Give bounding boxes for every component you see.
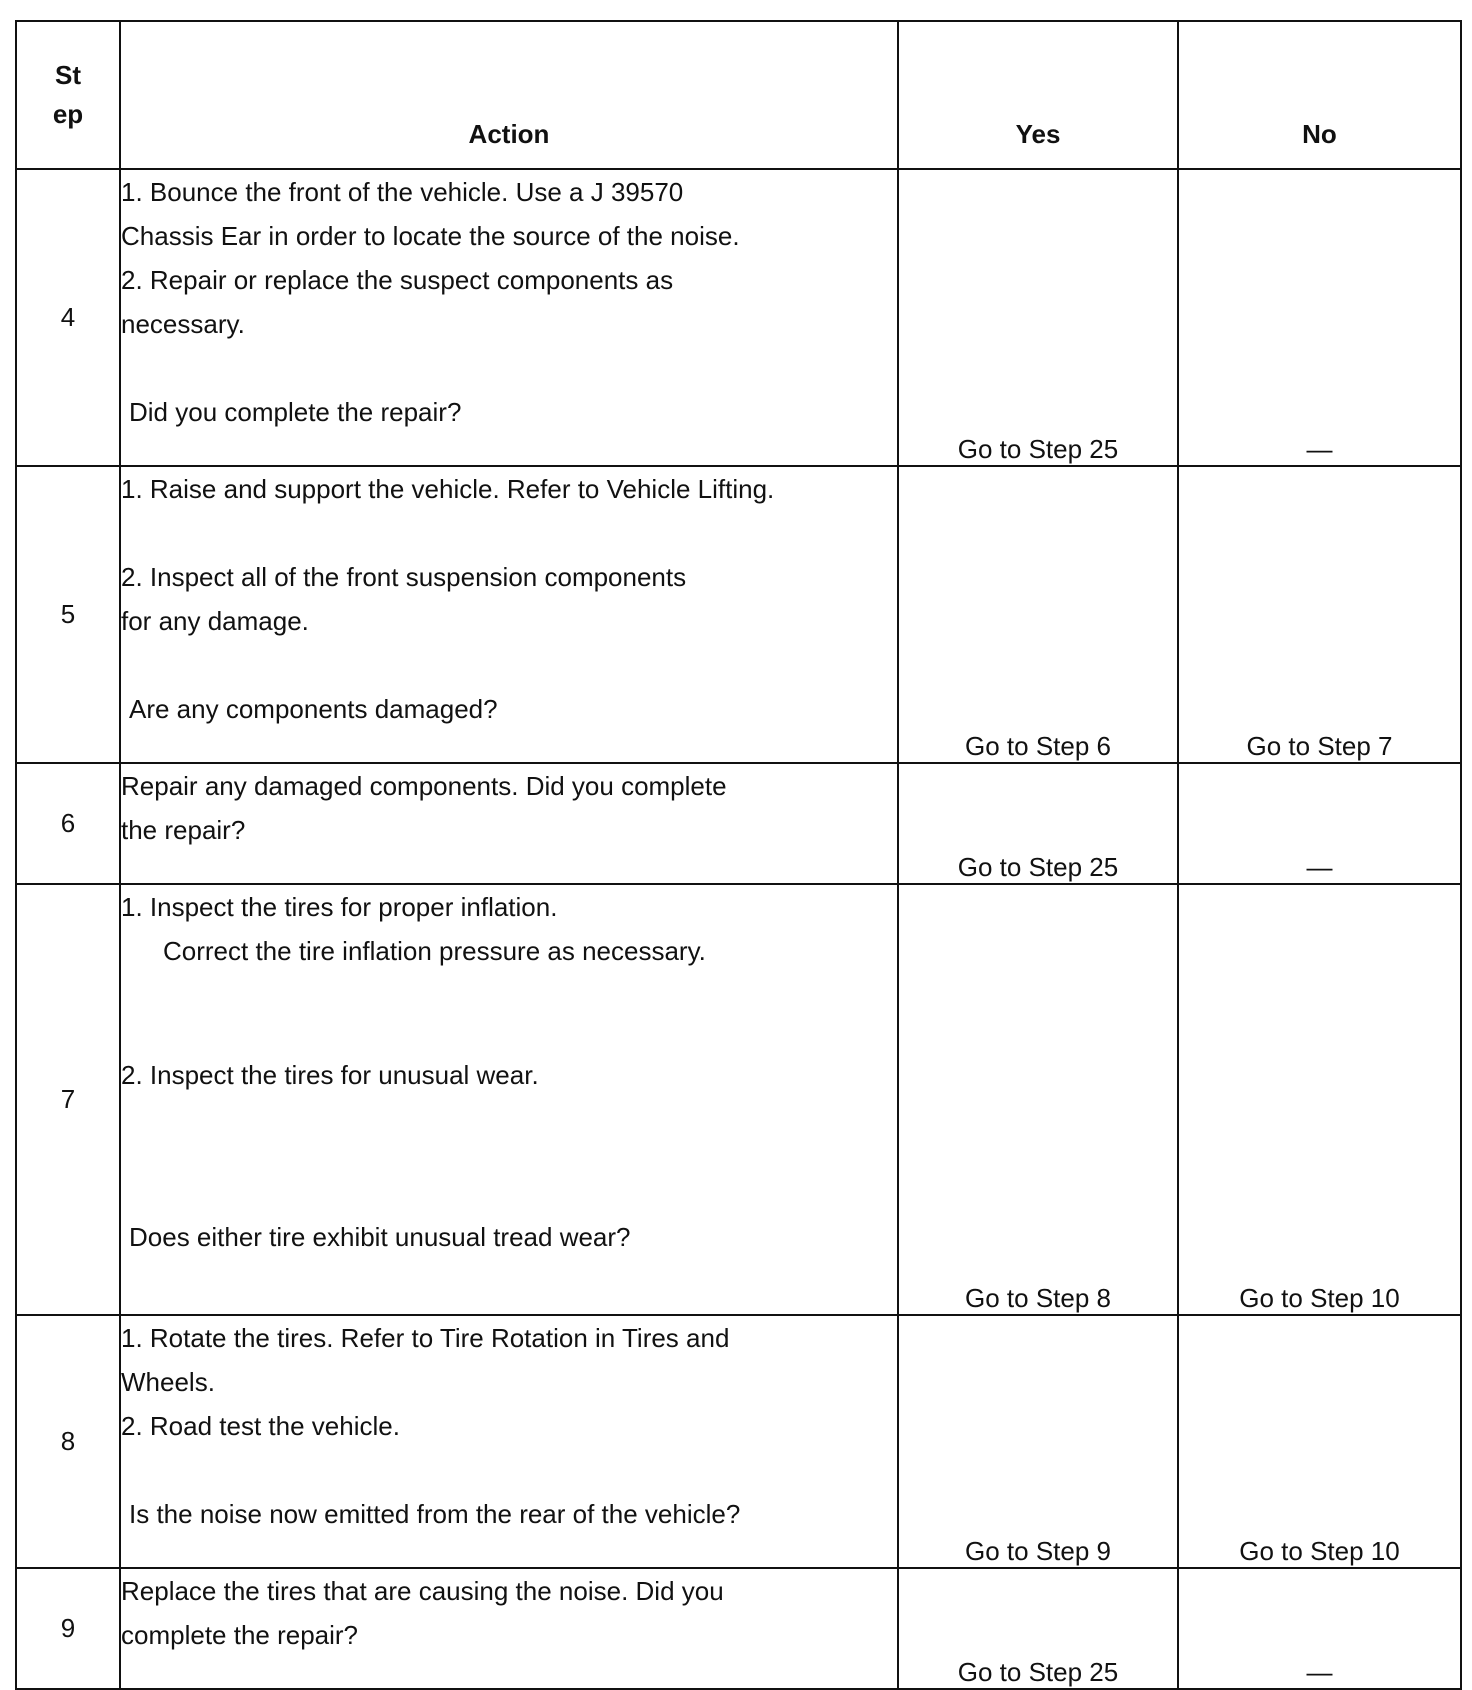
action-line: complete the repair? [121, 1620, 359, 1650]
diagnostic-table [15, 20, 1462, 1690]
no-cell: — [1178, 763, 1461, 884]
no-cell: Go to Step 10 [1178, 884, 1461, 1315]
header-action: Action [120, 21, 898, 169]
action-line: 2. Inspect the tires for unusual wear. [121, 1060, 539, 1090]
table-row [16, 169, 1461, 466]
action-line: the repair? [121, 815, 246, 845]
step-number: 5 [16, 466, 120, 763]
action-line: 1. Raise and support the vehicle. Refer to Vehicle Lifting. [121, 474, 775, 504]
action-question: Does either tire exhibit unusual tread wear? [129, 1222, 631, 1252]
action-cell [120, 169, 898, 466]
table-row [16, 884, 1461, 1315]
no-cell: Go to Step 7 [1178, 466, 1461, 763]
table-row [16, 763, 1461, 884]
action-cell [120, 763, 898, 884]
action-line: 1. Bounce the front of the vehicle. Use a J 39570 [121, 177, 684, 207]
action-cell [120, 1568, 898, 1689]
step-number: 9 [16, 1568, 120, 1689]
action-line: Replace the tires that are causing the noise. Did you [121, 1576, 724, 1606]
action-question: Did you complete the repair? [129, 397, 462, 427]
header-step [16, 21, 120, 169]
action-cell [120, 466, 898, 763]
action-line: 1. Rotate the tires. Refer to Tire Rotation in Tires and [121, 1323, 730, 1353]
table-row [16, 1568, 1461, 1689]
header-row [16, 21, 1461, 169]
yes-cell: Go to Step 25 [898, 1568, 1178, 1689]
action-line: Correct the tire inflation pressure as necessary. [163, 936, 706, 966]
yes-cell: Go to Step 25 [898, 763, 1178, 884]
step-number: 4 [16, 169, 120, 466]
yes-cell: Go to Step 9 [898, 1315, 1178, 1568]
action-line: Wheels. [121, 1367, 215, 1397]
action-line: 1. Inspect the tires for proper inflation. [121, 892, 558, 922]
action-cell [120, 1315, 898, 1568]
header-yes: Yes [898, 21, 1178, 169]
step-number: 8 [16, 1315, 120, 1568]
step-number: 7 [16, 884, 120, 1315]
header-step-line2: ep [52, 99, 84, 129]
action-question: Are any components damaged? [129, 694, 498, 724]
action-line: necessary. [121, 309, 245, 339]
table-row [16, 1315, 1461, 1568]
action-cell [120, 884, 898, 1315]
yes-cell: Go to Step 6 [898, 466, 1178, 763]
action-line: Repair any damaged components. Did you complete [121, 771, 727, 801]
header-step-line1: St [55, 60, 81, 90]
step-number: 6 [16, 763, 120, 884]
action-question: Is the noise now emitted from the rear of the vehicle? [129, 1499, 741, 1529]
table-row [16, 466, 1461, 763]
header-no: No [1178, 21, 1461, 169]
action-line: 2. Repair or replace the suspect components as [121, 265, 674, 295]
yes-cell: Go to Step 8 [898, 884, 1178, 1315]
no-cell: — [1178, 1568, 1461, 1689]
action-line: 2. Road test the vehicle. [121, 1411, 400, 1441]
no-cell: Go to Step 10 [1178, 1315, 1461, 1568]
no-cell: — [1178, 169, 1461, 466]
action-line: 2. Inspect all of the front suspension components [121, 562, 687, 592]
action-line: Chassis Ear in order to locate the source of the noise. [121, 221, 740, 251]
yes-cell: Go to Step 25 [898, 169, 1178, 466]
action-line: for any damage. [121, 606, 309, 636]
